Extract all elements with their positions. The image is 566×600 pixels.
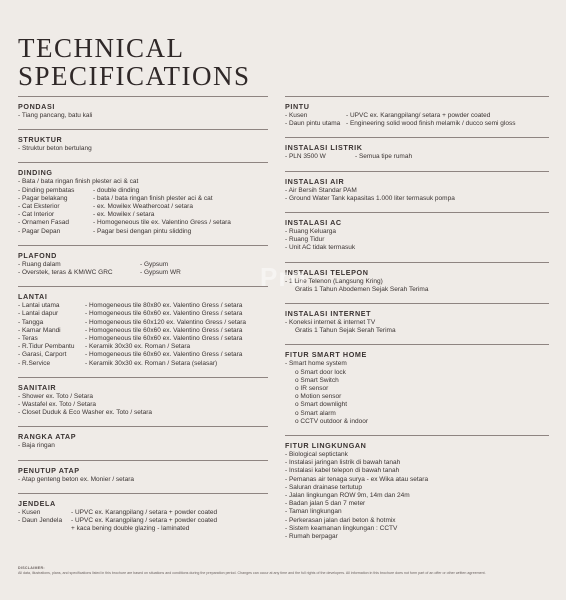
section-title: INSTALASI INTERNET bbox=[285, 309, 372, 319]
spec-label: - Ruang Keluarga bbox=[285, 228, 336, 236]
spec-label: - Atap genteng beton ex. Monier / setara bbox=[18, 475, 134, 483]
page-title bbox=[18, 34, 251, 90]
spec-value: - Engineering solid wood finish melamik / ducco semi gloss bbox=[346, 120, 516, 128]
section-instalasi-listrik bbox=[285, 137, 549, 161]
spec-label: - Kusen bbox=[285, 112, 308, 119]
section-jendela bbox=[18, 493, 268, 534]
spec-label: - Overstek, teras & KM/WC GRC bbox=[18, 269, 113, 277]
spec-row bbox=[18, 335, 268, 343]
title-line-1: TECHNICAL bbox=[18, 33, 185, 63]
section-title: SANITAIR bbox=[18, 382, 57, 392]
spec-row bbox=[285, 319, 549, 327]
spec-value: - double dinding bbox=[93, 186, 140, 194]
spec-row bbox=[285, 120, 549, 128]
spec-row bbox=[285, 278, 549, 286]
spec-label: - Ruang dalam bbox=[18, 260, 61, 268]
spec-row bbox=[18, 343, 268, 351]
spec-row bbox=[285, 492, 549, 500]
spec-label: - Lantai dapur bbox=[18, 310, 59, 318]
section-plafond bbox=[18, 245, 268, 277]
spec-value: - Homogeneous tile 60x60 ex. Valentino Gress / setara bbox=[85, 326, 243, 334]
section-title: INSTALASI LISTRIK bbox=[285, 143, 363, 153]
spec-label: - Pagar belakang bbox=[18, 194, 68, 202]
spec-label: - Ruang Tidur bbox=[285, 236, 325, 244]
spec-row bbox=[18, 327, 268, 335]
spec-row bbox=[285, 112, 549, 120]
spec-row bbox=[285, 401, 549, 409]
spec-label: - Daun pintu utama bbox=[285, 120, 341, 128]
spec-row bbox=[285, 244, 549, 252]
section-struktur bbox=[18, 129, 268, 153]
spec-label: o Smart downlight bbox=[295, 401, 348, 409]
spec-label: - Saluran drainase tertutup bbox=[285, 483, 362, 491]
spec-label: - Cat Interior bbox=[18, 211, 55, 219]
spec-label: - Unit AC tidak termasuk bbox=[285, 244, 356, 252]
spec-row bbox=[285, 459, 549, 467]
spec-label: o IR sensor bbox=[295, 385, 329, 393]
spec-row bbox=[18, 187, 268, 195]
section-instalasi-air bbox=[285, 171, 549, 203]
spec-row bbox=[285, 500, 549, 508]
spec-row bbox=[285, 187, 549, 195]
spec-row bbox=[18, 525, 268, 533]
spec-row bbox=[18, 219, 268, 227]
spec-label: - Bata / bata ringan finish plester aci & cat bbox=[18, 178, 139, 186]
spec-label: - Sistem keamanan lingkungan : CCTV bbox=[285, 524, 398, 532]
spec-row bbox=[18, 261, 268, 269]
spec-row bbox=[285, 418, 549, 426]
spec-label: o Smart door lock bbox=[295, 368, 346, 376]
spec-value: - Homogeneous tile 60x60 ex. Valentino Gress / setara bbox=[85, 310, 243, 318]
spec-value: - Gypsum WR bbox=[140, 269, 181, 277]
spec-row bbox=[18, 310, 268, 318]
spec-row bbox=[285, 517, 549, 525]
spec-label: - Lantai utama bbox=[18, 302, 60, 310]
section-penutup-atap bbox=[18, 460, 268, 484]
spec-row bbox=[18, 145, 268, 153]
spec-value: - Homogeneous tile 60x60 ex. Valentino Gress / setara bbox=[85, 351, 243, 359]
spec-row bbox=[18, 351, 268, 359]
spec-row bbox=[18, 442, 268, 450]
spec-label: - R.Tidur Pembantu bbox=[18, 343, 75, 351]
spec-row bbox=[18, 393, 268, 401]
left-column bbox=[18, 96, 268, 542]
spec-label bbox=[18, 525, 71, 533]
spec-value: - Homogeneous tile 80x80 ex. Valentino Gress / setara bbox=[85, 302, 243, 310]
spec-label: - PLN 3500 W bbox=[285, 153, 326, 161]
section-title: PLAFOND bbox=[18, 250, 57, 260]
spec-label: - Tangga bbox=[18, 318, 44, 326]
spec-label: - Closet Duduk & Eco Washer ex. Toto / setara bbox=[18, 409, 153, 417]
disclaimer-heading: DISCLAIMER: bbox=[18, 566, 45, 570]
section-pondasi bbox=[18, 96, 268, 120]
spec-label: - Tiang pancang, batu kali bbox=[18, 112, 93, 119]
spec-row bbox=[18, 302, 268, 310]
spec-row bbox=[18, 211, 268, 219]
spec-row bbox=[18, 203, 268, 211]
disclaimer-text: All data, illustrations, plans, and specifications listed in this brochure are based on situations and conditions during the preparation period. Changes can occur at any time and the full rights of the developers. All information in this brochure does not form part of an offer or other written agreement. bbox=[18, 570, 486, 575]
section-title: STRUKTUR bbox=[18, 135, 63, 145]
spec-value: - Gypsum bbox=[140, 260, 169, 268]
disclaimer bbox=[18, 566, 548, 575]
spec-row bbox=[285, 410, 549, 418]
spec-label: Gratis 1 Tahun Sejak Serah Terima bbox=[295, 327, 396, 335]
spec-label: - Baja ringan bbox=[18, 442, 55, 450]
spec-value: - UPVC ex. Karangpilang / setara + powder coated bbox=[71, 517, 218, 525]
section-dinding bbox=[18, 162, 268, 235]
spec-row bbox=[285, 467, 549, 475]
spec-label: - Koneksi internet & internet TV bbox=[285, 319, 376, 327]
spec-label: - Air Bersih Standar PAM bbox=[285, 186, 357, 194]
spec-value: - Homogeneous tile 60x120 ex. Valentino Gress / setara bbox=[85, 318, 247, 326]
spec-label: o Motion sensor bbox=[295, 393, 342, 401]
spec-label: o Smart alarm bbox=[295, 409, 336, 417]
spec-row bbox=[18, 476, 268, 484]
section-title: PONDASI bbox=[18, 102, 55, 111]
spec-label: - Instalasi kabel telepon di bawah tanah bbox=[285, 467, 400, 475]
spec-label: - R.Service bbox=[18, 359, 51, 367]
watermark: Pro bbox=[260, 262, 307, 292]
spec-label: - Pemanas air tenaga surya - ex Wika atau setara bbox=[285, 475, 429, 483]
section-lantai bbox=[18, 286, 268, 368]
section-title: INSTALASI AIR bbox=[285, 176, 345, 186]
section-sanitair bbox=[18, 377, 268, 418]
section-rangka-atap bbox=[18, 426, 268, 450]
spec-label: - Smart home system bbox=[285, 360, 347, 368]
spec-row bbox=[285, 228, 549, 236]
spec-row bbox=[285, 451, 549, 459]
spec-row bbox=[285, 385, 549, 393]
spec-row bbox=[18, 517, 268, 525]
spec-row bbox=[285, 360, 549, 368]
spec-row bbox=[285, 286, 549, 294]
spec-label: - Perkerasan jalan dari beton & hotmix bbox=[285, 516, 396, 524]
spec-value: - Keramik 30x30 ex. Roman / Setara bbox=[85, 343, 191, 351]
spec-row bbox=[18, 195, 268, 203]
spec-label: - Daun Jendela bbox=[18, 517, 63, 525]
section-instalasi-ac bbox=[285, 212, 549, 253]
spec-label: - Taman lingkungan bbox=[285, 508, 342, 516]
spec-row bbox=[285, 369, 549, 377]
section-title: INSTALASI TELEPON bbox=[285, 267, 369, 277]
spec-label: Gratis 1 Tahun Abodemen Sejak Serah Terima bbox=[295, 285, 429, 293]
section-title: LANTAI bbox=[18, 292, 48, 302]
section-title: RANGKA ATAP bbox=[18, 432, 77, 442]
spec-label: - Ground Water Tank kapasitas 1.000 liter termasuk pompa bbox=[285, 194, 455, 202]
spec-label: - Ornamen Fasad bbox=[18, 219, 69, 227]
spec-row bbox=[18, 409, 268, 417]
section-title: INSTALASI AC bbox=[285, 218, 342, 228]
spec-row bbox=[285, 377, 549, 385]
section-fitur-smart-home bbox=[285, 344, 549, 426]
spec-row bbox=[285, 393, 549, 401]
spec-label: - 1 Line Telenon (Langsung Kring) bbox=[285, 277, 383, 285]
spec-row bbox=[285, 236, 549, 244]
spec-row bbox=[18, 360, 268, 368]
spec-label: - Shower ex. Toto / Setara bbox=[18, 392, 94, 400]
spec-row bbox=[18, 178, 268, 186]
spec-row bbox=[18, 228, 268, 236]
title-line-2: SPECIFICATIONS bbox=[18, 61, 251, 91]
section-title: FITUR SMART HOME bbox=[285, 350, 367, 360]
section-title: JENDELA bbox=[18, 498, 56, 508]
spec-value: - Keramik 30x30 ex. Roman / Setara (selasar) bbox=[85, 359, 218, 367]
spec-row bbox=[285, 525, 549, 533]
spec-row bbox=[285, 195, 549, 203]
spec-value: - Semua tipe rumah bbox=[355, 153, 413, 161]
spec-row bbox=[285, 153, 549, 161]
spec-label: - Dinding pembatas bbox=[18, 186, 75, 194]
spec-label: - Badan jalan 5 dan 7 meter bbox=[285, 500, 366, 508]
spec-value: - Homogeneous tile ex. Valentino Gress / setara bbox=[93, 219, 231, 227]
section-title: FITUR LINGKUNGAN bbox=[285, 441, 367, 451]
spec-label: - Biological septictank bbox=[285, 451, 348, 459]
spec-value: - UPVC ex. Karangpilang / setara + powder coated bbox=[71, 508, 218, 516]
section-title: PENUTUP ATAP bbox=[18, 465, 80, 475]
section-title: DINDING bbox=[18, 168, 53, 178]
spec-row bbox=[18, 112, 268, 120]
spec-label: - Struktur beton bertulang bbox=[18, 145, 92, 153]
spec-label: o CCTV outdoor & indoor bbox=[295, 417, 368, 425]
spec-label: - Teras bbox=[18, 335, 38, 343]
spec-value: - UPVC ex. Karangpilang/ setara + powder coated bbox=[346, 112, 491, 119]
spec-value: - bata / bata ringan finish plester aci & cat bbox=[93, 194, 213, 202]
spec-value: - Pagar besi dengan pintu slidding bbox=[93, 227, 192, 235]
spec-value: - ex. Mowilex Weathercoat / setara bbox=[93, 203, 193, 211]
spec-row bbox=[285, 327, 549, 335]
spec-row bbox=[285, 484, 549, 492]
spec-row bbox=[18, 509, 268, 517]
section-instalasi-internet bbox=[285, 303, 549, 335]
spec-label: - Instalasi jaringan listrik di bawah tanah bbox=[285, 459, 401, 467]
spec-label: - Pagar Depan bbox=[18, 227, 61, 235]
spec-value: - Homogeneous tile 60x60 ex. Valentino Gress / setara bbox=[85, 335, 243, 343]
spec-value: - ex. Mowilex / setara bbox=[93, 211, 155, 219]
spec-row bbox=[18, 269, 268, 277]
spec-label: - Kamar Mandi bbox=[18, 326, 61, 334]
spec-label: - Rumah berpagar bbox=[285, 533, 338, 541]
spec-row bbox=[285, 533, 549, 541]
spec-label: - Cat Eksterior bbox=[18, 203, 60, 211]
spec-label: o Smart Switch bbox=[295, 376, 339, 384]
spec-row bbox=[18, 401, 268, 409]
section-fitur-lingkungan bbox=[285, 435, 549, 541]
right-column bbox=[285, 96, 549, 550]
spec-label: - Jalan lingkungan ROW 9m, 14m dan 24m bbox=[285, 492, 410, 500]
section-instalasi-telepon bbox=[285, 262, 549, 294]
spec-row bbox=[18, 319, 268, 327]
spec-row bbox=[285, 508, 549, 516]
spec-label: - Garasi, Carport bbox=[18, 351, 67, 359]
spec-row bbox=[285, 476, 549, 484]
spec-value: + kaca bening double glazing - laminated bbox=[71, 525, 190, 533]
spec-label: - Kusen bbox=[18, 508, 41, 516]
section-pintu bbox=[285, 96, 549, 128]
spec-label: - Wastafel ex. Toto / Setara bbox=[18, 401, 97, 409]
section-title: PINTU bbox=[285, 102, 310, 111]
